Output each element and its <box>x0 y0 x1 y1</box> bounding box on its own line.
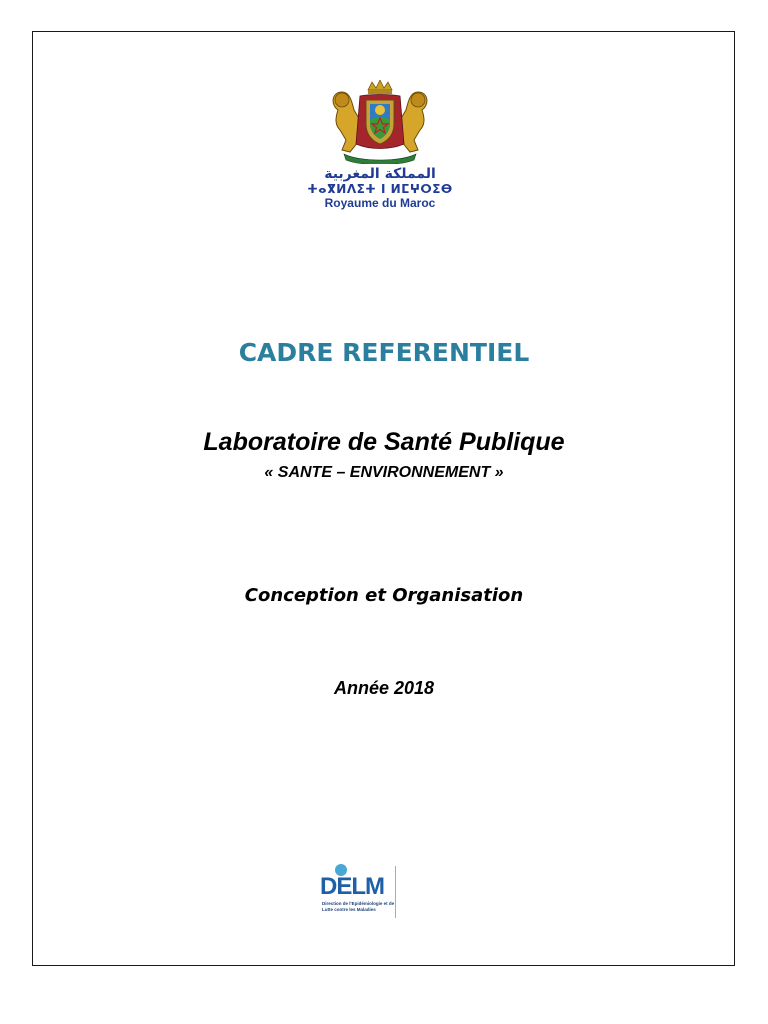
delm-logo-subtitle: Direction de l'Epidémiologie et de Lutte contre les Maladies <box>322 901 395 912</box>
moroccan-coat-of-arms-icon <box>320 80 440 164</box>
delm-logo-icon <box>318 862 398 920</box>
laboratory-theme: « SANTE – ENVIRONNEMENT » <box>264 464 504 481</box>
latin-kingdom-name: Royaume du Maroc <box>324 196 436 210</box>
arabic-kingdom-name: المملكة المغربية <box>324 166 436 182</box>
document-year: Année 2018 <box>333 678 435 698</box>
delm-logo-text: DELM <box>320 873 384 900</box>
laboratory-name: Laboratoire de Santé Publique <box>203 428 565 456</box>
document-title: CADRE REFERENTIEL <box>238 338 530 367</box>
kingdom-header <box>290 80 470 211</box>
tifinagh-kingdom-name: ⵜⴰⴳⵍⴷⵉⵜ ⵏ ⵍⵎⵖⵔⵉⴱ <box>307 182 453 196</box>
conception-subtitle: Conception et Organisation <box>244 585 524 606</box>
delm-logo-divider <box>395 866 396 918</box>
